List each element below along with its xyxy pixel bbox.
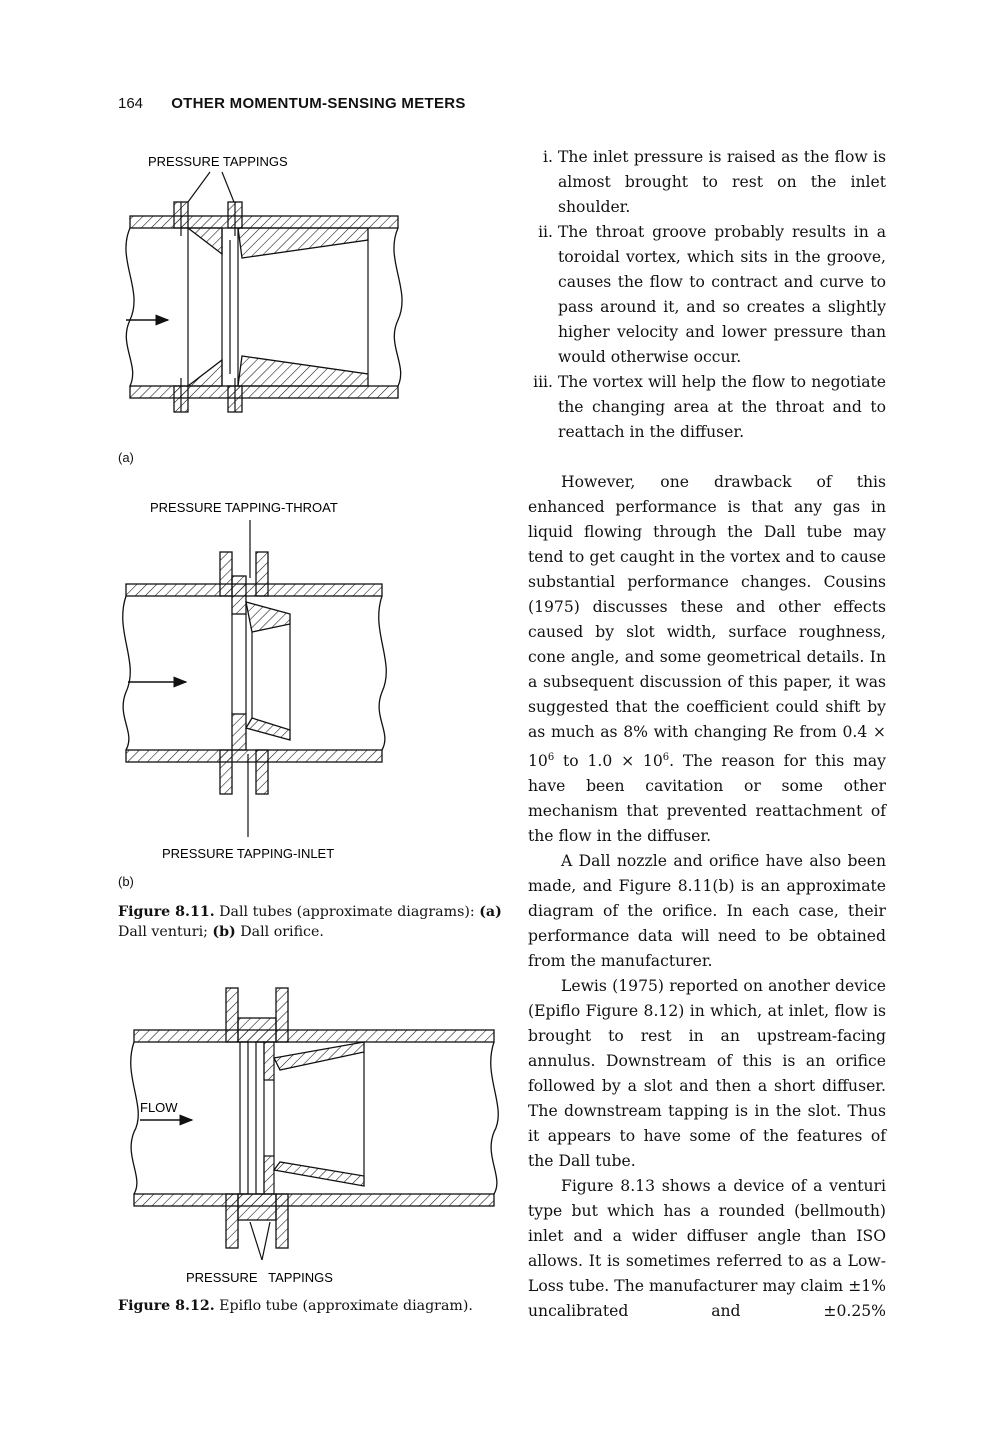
figure-8-12-epiflo-tube [128, 982, 508, 1292]
pressure-tapping-throat-callout: PRESSURE TAPPING-THROAT [150, 500, 338, 515]
list-item: ii. The throat groove probably results in a toroidal vortex, which sits in the groove, causes the flow to contract and curve to pass around it, and so creates a slightly higher velocity and lower pressure than would otherwise occur. [538, 223, 886, 366]
running-header [118, 95, 466, 112]
list-item: i. The inlet pressure is raised as the flow is almost brought to rest on the inlet shoulder. [543, 148, 886, 216]
pressure-tappings-callout-812: PRESSURE TAPPINGS [186, 1270, 333, 1285]
numbered-list [528, 145, 886, 445]
figure-8-11-number: Figure 8.11. [118, 904, 215, 920]
pressure-tappings-callout: PRESSURE TAPPINGS [148, 154, 288, 169]
figure-8-12-number: Figure 8.12. [118, 1298, 215, 1314]
figure-8-11a-dall-venturi [110, 140, 410, 440]
page-number: 164 [118, 95, 144, 112]
pressure-tapping-inlet-callout: PRESSURE TAPPING-INLET [162, 846, 335, 861]
paragraph-lewis-epiflo: Lewis (1975) reported on another device (Epiflo Figure 8.12) in which, at inlet, flow is brought to rest in an upstream-facing annulus. Downstream of this is an orifice followed by a slot and then a short diffuser. The downstream tapping is in the slot. Thus it appears to have some of the features of the Dall tube. [528, 977, 886, 1171]
figure-8-11b-dall-orifice [110, 492, 410, 867]
flow-label: FLOW [140, 1100, 178, 1115]
body-paragraphs [528, 470, 886, 1324]
figure-8-11-caption: Figure 8.11. Dall tubes (approximate diagrams): (a) Dall venturi; (b) Dall orifice. [118, 904, 502, 940]
figure-8-11b-label: (b) [118, 874, 134, 889]
list-item: iii. The vortex will help the flow to negotiate the changing area at the throat and to reattach in the diffuser. [533, 373, 886, 441]
running-title: OTHER MOMENTUM-SENSING METERS [171, 95, 466, 112]
paragraph-dall-nozzle: A Dall nozzle and orifice have also been made, and Figure 8.11(b) is an approximate diagram of the orifice. In each case, their performance data will need to be obtained from the manufacturer. [528, 852, 886, 971]
paragraph-drawback: However, one drawback of this enhanced performance is that any gas in liquid flowing through the Dall tube may tend to get caught in the vortex and to cause substantial performance changes. Cousins (1975) discusses these and other effects caused by slot width, surface roughness, cone angle, and some geometrical details. In a subsequent discussion of this paper, it was suggested that the coefficient could shift by as much as 8% with changing Re from $0.4 \times 10^6$ to $1.0 \times 10^6$. The reason for this may have been cavitation or some other mechanism that prevented reattachment of the flow in the diffuser. [528, 473, 886, 846]
paragraph-figure-8-13: Figure 8.13 shows a device of a venturi type but which has a rounded (bellmouth) inlet and a wider diffuser angle than ISO allows. It is sometimes referred to as a Low-Loss tube. The manufacturer may claim ±1% uncalibrated and ±0.25% [528, 1177, 886, 1321]
figure-8-11a-label: (a) [118, 450, 134, 465]
figure-8-12-caption: Figure 8.12. Epiflo tube (approximate diagram). [118, 1298, 473, 1314]
